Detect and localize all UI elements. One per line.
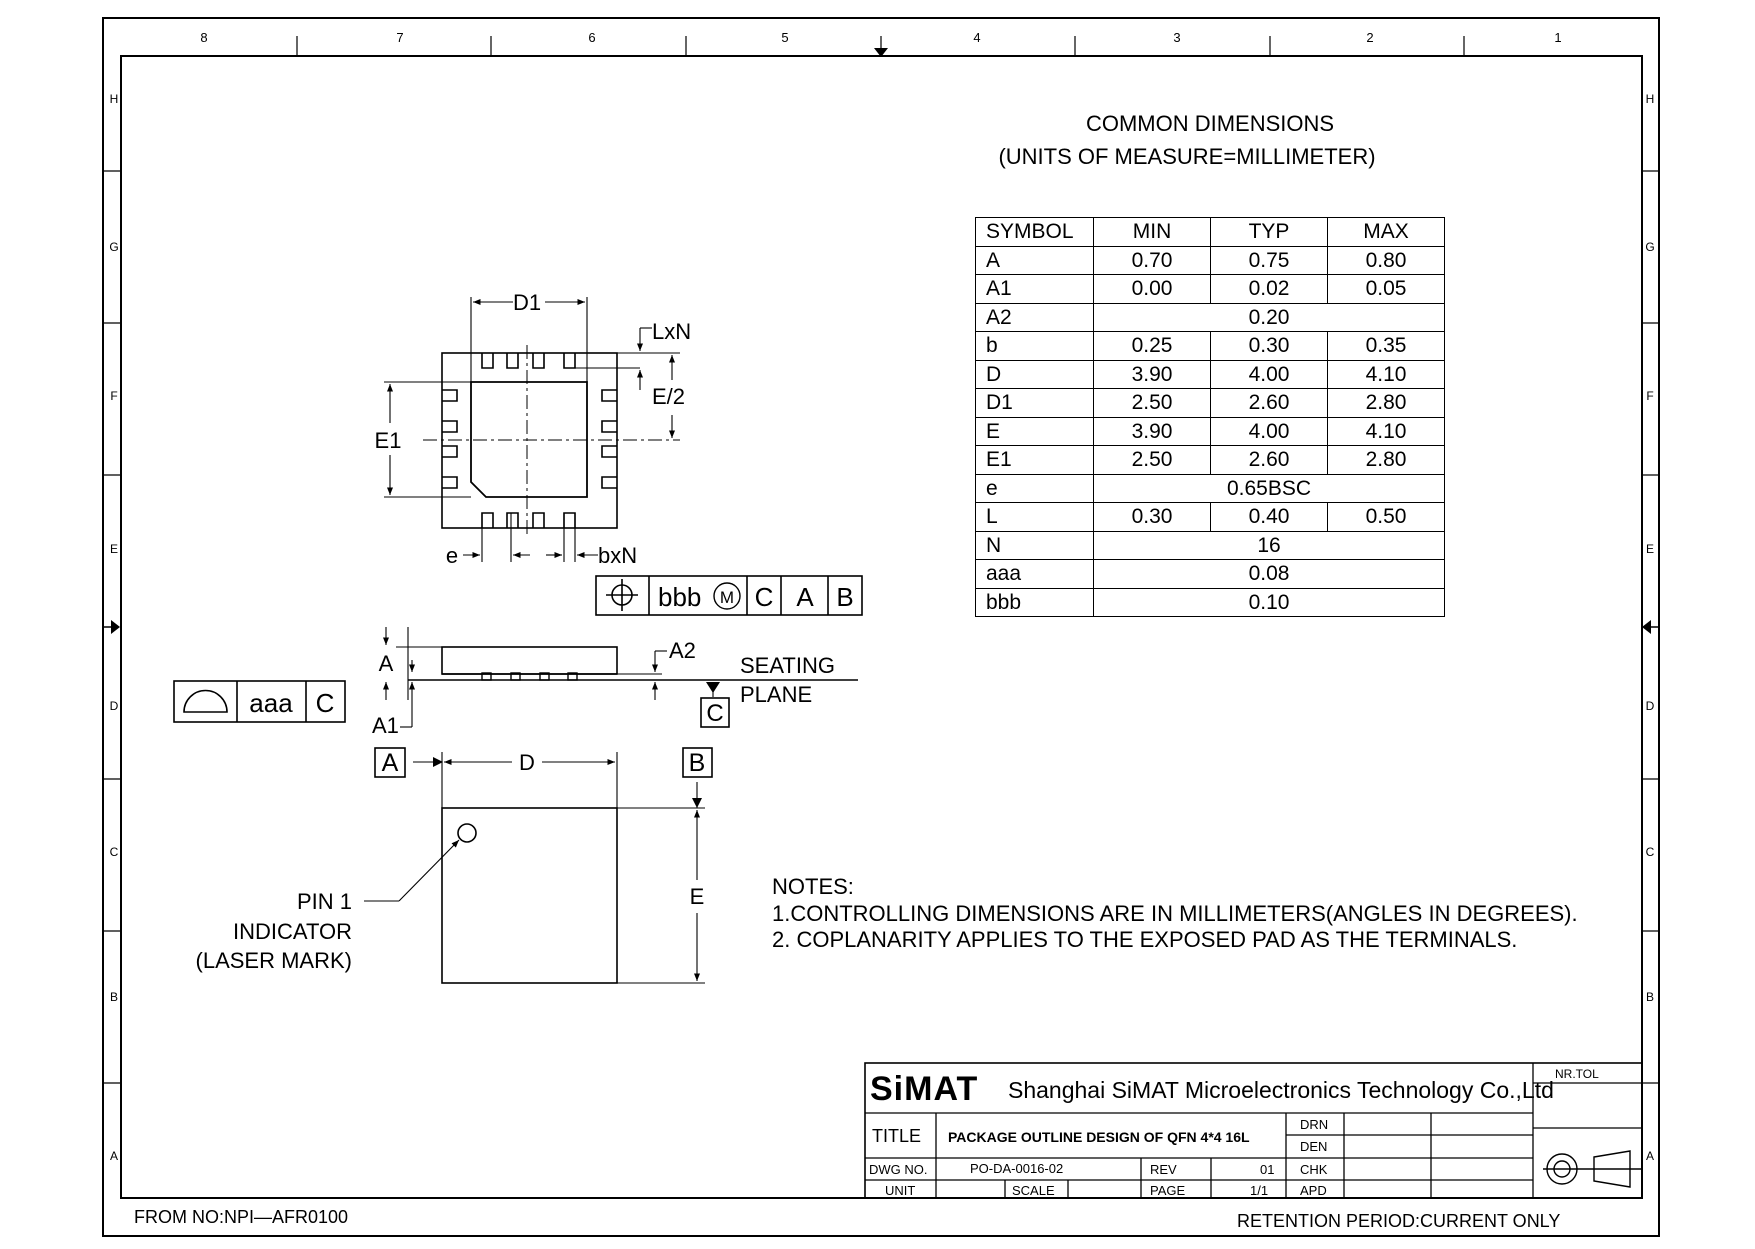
nr-tol-label: NR.TOL bbox=[1555, 1067, 1599, 1081]
table-row bbox=[976, 360, 1445, 389]
svg-text:PAGE: PAGE bbox=[1150, 1183, 1186, 1198]
profile-symbol-icon bbox=[184, 691, 227, 713]
cell-max: 0.05 bbox=[1328, 275, 1445, 304]
cell-typ: 0.75 bbox=[1211, 246, 1328, 275]
svg-text:E: E bbox=[1645, 542, 1655, 556]
datum-c-triangle bbox=[706, 682, 720, 693]
label-a: A bbox=[378, 651, 394, 676]
note-1: 1.CONTROLLING DIMENSIONS ARE IN MILLIMETERS(ANGLES IN DEGREES). bbox=[772, 901, 1578, 926]
svg-text:SCALE: SCALE bbox=[1012, 1183, 1055, 1198]
svg-text:TITLE: TITLE bbox=[872, 1126, 922, 1146]
svg-text:M: M bbox=[719, 588, 735, 607]
cell-symbol: e bbox=[976, 474, 1094, 503]
cell-typ: 0.30 bbox=[1211, 332, 1328, 361]
table-row bbox=[976, 531, 1445, 560]
cell-symbol: N bbox=[976, 531, 1094, 560]
cell-symbol: E bbox=[976, 417, 1094, 446]
header-min: MIN bbox=[1094, 218, 1211, 247]
svg-text:DWG NO.: DWG NO. bbox=[869, 1162, 928, 1177]
svg-text:UNIT: UNIT bbox=[885, 1183, 916, 1198]
svg-text:E: E bbox=[109, 542, 119, 556]
drawing-frame bbox=[103, 18, 1659, 1236]
table-row bbox=[976, 417, 1445, 446]
cell-symbol: aaa bbox=[976, 560, 1094, 589]
cell-typ: 4.00 bbox=[1211, 360, 1328, 389]
label-a2: A2 bbox=[669, 638, 696, 663]
table-row bbox=[976, 332, 1445, 361]
table-row bbox=[976, 474, 1445, 503]
label-seating: SEATING bbox=[740, 653, 835, 678]
cell-typ: 0.40 bbox=[1211, 503, 1328, 532]
pads-top bbox=[482, 353, 575, 368]
svg-text:REV: REV bbox=[1150, 1162, 1177, 1177]
cell-symbol: A bbox=[976, 246, 1094, 275]
svg-text:01: 01 bbox=[1260, 1162, 1275, 1177]
svg-text:5: 5 bbox=[781, 30, 789, 45]
cell-symbol: D1 bbox=[976, 389, 1094, 418]
company-logo: SiMAT bbox=[870, 1070, 979, 1108]
svg-text:CHK: CHK bbox=[1300, 1162, 1328, 1177]
cell-max: 0.80 bbox=[1328, 246, 1445, 275]
table-row bbox=[976, 275, 1445, 304]
svg-text:C: C bbox=[1645, 845, 1655, 859]
label-e1: E1 bbox=[374, 428, 402, 453]
package-body-side bbox=[442, 647, 617, 674]
table-row bbox=[976, 560, 1445, 589]
label-e-half: E/2 bbox=[652, 384, 686, 409]
svg-text:A: A bbox=[109, 1149, 119, 1163]
left-center-arrow bbox=[111, 620, 120, 634]
svg-text:H: H bbox=[1645, 92, 1655, 106]
svg-text:PACKAGE OUTLINE DESIGN OF QFN: PACKAGE OUTLINE DESIGN OF QFN 4*4 16L bbox=[948, 1129, 1250, 1145]
table-header-row bbox=[976, 218, 1445, 247]
table-row bbox=[976, 389, 1445, 418]
from-number: FROM NO:NPI—AFR0100 bbox=[134, 1207, 349, 1227]
package-body-top bbox=[442, 808, 617, 983]
cell-min: 0.00 bbox=[1094, 275, 1211, 304]
flatness-tolerance-frame bbox=[174, 681, 345, 722]
svg-text:DEN: DEN bbox=[1300, 1139, 1328, 1154]
top-view-dimensions bbox=[413, 752, 705, 983]
svg-text:8: 8 bbox=[200, 30, 208, 45]
svg-text:B: B bbox=[109, 990, 119, 1004]
svg-text:PO-DA-0016-02: PO-DA-0016-02 bbox=[970, 1161, 1064, 1176]
cell-max: 2.80 bbox=[1328, 389, 1445, 418]
top-view-labels bbox=[196, 750, 705, 973]
svg-text:1: 1 bbox=[1554, 30, 1562, 45]
svg-text:F: F bbox=[1646, 389, 1654, 403]
table-subtitle: (UNITS OF MEASURE=MILLIMETER) bbox=[998, 144, 1376, 169]
retention-period: RETENTION PERIOD:CURRENT ONLY bbox=[1237, 1211, 1561, 1231]
pads-bottom bbox=[482, 513, 575, 528]
cell-min: 0.25 bbox=[1094, 332, 1211, 361]
cell-span: 0.65BSC bbox=[1094, 474, 1445, 503]
pads-right bbox=[602, 390, 617, 488]
svg-text:A: A bbox=[381, 749, 399, 777]
label-d: D bbox=[519, 750, 535, 775]
cell-span: 0.08 bbox=[1094, 560, 1445, 589]
cell-symbol: A2 bbox=[976, 303, 1094, 332]
svg-text:6: 6 bbox=[588, 30, 596, 45]
cell-max: 2.80 bbox=[1328, 446, 1445, 475]
cell-max: 0.50 bbox=[1328, 503, 1445, 532]
svg-text:D: D bbox=[1645, 699, 1655, 713]
label-e-top: E bbox=[689, 884, 705, 909]
cell-symbol: bbb bbox=[976, 588, 1094, 617]
top-view bbox=[364, 808, 617, 983]
notes bbox=[772, 874, 1578, 952]
svg-text:B: B bbox=[836, 582, 854, 612]
header-max: MAX bbox=[1328, 218, 1445, 247]
svg-text:3: 3 bbox=[1173, 30, 1181, 45]
bottom-view-dimensions bbox=[384, 297, 680, 562]
svg-text:4: 4 bbox=[973, 30, 981, 45]
cell-max: 4.10 bbox=[1328, 360, 1445, 389]
table-row bbox=[976, 503, 1445, 532]
label-e: e bbox=[445, 543, 459, 568]
svg-text:D: D bbox=[109, 699, 119, 713]
cell-symbol: D bbox=[976, 360, 1094, 389]
label-plane: PLANE bbox=[740, 682, 813, 707]
pin1-label-line3: (LASER MARK) bbox=[195, 948, 352, 973]
cell-typ: 4.00 bbox=[1211, 417, 1328, 446]
header-symbol: SYMBOL bbox=[976, 218, 1094, 247]
right-center-arrow bbox=[1642, 620, 1651, 634]
table-row bbox=[976, 588, 1445, 617]
svg-text:7: 7 bbox=[396, 30, 404, 45]
label-bxn: bxN bbox=[598, 543, 638, 568]
table-title: COMMON DIMENSIONS bbox=[1085, 111, 1335, 136]
pin1-label-line1: PIN 1 bbox=[296, 889, 352, 914]
cell-span: 16 bbox=[1094, 531, 1445, 560]
svg-text:B: B bbox=[1645, 990, 1655, 1004]
cell-min: 3.90 bbox=[1094, 417, 1211, 446]
label-a1: A1 bbox=[372, 713, 399, 738]
svg-text:C: C bbox=[706, 700, 724, 727]
position-tolerance-frame bbox=[596, 576, 862, 615]
note-2: 2. COPLANARITY APPLIES TO THE EXPOSED PAD AS THE TERMINALS. bbox=[772, 927, 1518, 952]
common-dimensions-table bbox=[975, 217, 1445, 617]
table-row bbox=[976, 246, 1445, 275]
cell-span: 0.20 bbox=[1094, 303, 1445, 332]
cell-min: 2.50 bbox=[1094, 389, 1211, 418]
pin1-indicator-icon bbox=[458, 824, 476, 842]
svg-text:1/1: 1/1 bbox=[1250, 1183, 1269, 1198]
company-name: Shanghai SiMAT Microelectronics Technology Co.,Ltd bbox=[1008, 1077, 1554, 1103]
svg-text:C: C bbox=[109, 845, 119, 859]
label-lxn: LxN bbox=[652, 319, 692, 344]
cell-symbol: E1 bbox=[976, 446, 1094, 475]
label-d1: D1 bbox=[512, 290, 542, 315]
cell-max: 4.10 bbox=[1328, 417, 1445, 446]
cell-max: 0.35 bbox=[1328, 332, 1445, 361]
datum-a-box bbox=[375, 748, 405, 777]
svg-text:A: A bbox=[796, 582, 814, 612]
svg-text:2: 2 bbox=[1366, 30, 1374, 45]
cell-typ: 2.60 bbox=[1211, 446, 1328, 475]
cell-min: 2.50 bbox=[1094, 446, 1211, 475]
bottom-view-centerlines bbox=[423, 345, 680, 538]
cell-symbol: A1 bbox=[976, 275, 1094, 304]
cell-min: 0.70 bbox=[1094, 246, 1211, 275]
svg-text:B: B bbox=[688, 749, 706, 777]
svg-text:F: F bbox=[110, 389, 118, 403]
table-row bbox=[976, 303, 1445, 332]
notes-heading: NOTES: bbox=[772, 874, 854, 899]
svg-text:H: H bbox=[109, 92, 119, 106]
svg-text:C: C bbox=[754, 582, 774, 612]
svg-text:APD: APD bbox=[1300, 1183, 1327, 1198]
svg-text:DRN: DRN bbox=[1300, 1117, 1329, 1132]
pads-left bbox=[442, 390, 457, 488]
cell-symbol: L bbox=[976, 503, 1094, 532]
cell-min: 0.30 bbox=[1094, 503, 1211, 532]
cell-symbol: b bbox=[976, 332, 1094, 361]
svg-text:aaa: aaa bbox=[249, 688, 293, 718]
cell-typ: 2.60 bbox=[1211, 389, 1328, 418]
svg-text:C: C bbox=[315, 688, 335, 718]
svg-text:G: G bbox=[109, 240, 119, 254]
datum-b-box bbox=[683, 748, 712, 777]
cell-span: 0.10 bbox=[1094, 588, 1445, 617]
svg-text:A: A bbox=[1645, 1149, 1655, 1163]
table-row bbox=[976, 446, 1445, 475]
pin1-label-line2: INDICATOR bbox=[233, 919, 352, 944]
datum-c-box bbox=[701, 698, 729, 727]
cell-typ: 0.02 bbox=[1211, 275, 1328, 304]
cell-min: 3.90 bbox=[1094, 360, 1211, 389]
header-typ: TYP bbox=[1211, 218, 1328, 247]
svg-text:bbb: bbb bbox=[658, 582, 702, 612]
projection-symbol-icon bbox=[1543, 1151, 1642, 1187]
svg-text:G: G bbox=[1645, 240, 1655, 254]
